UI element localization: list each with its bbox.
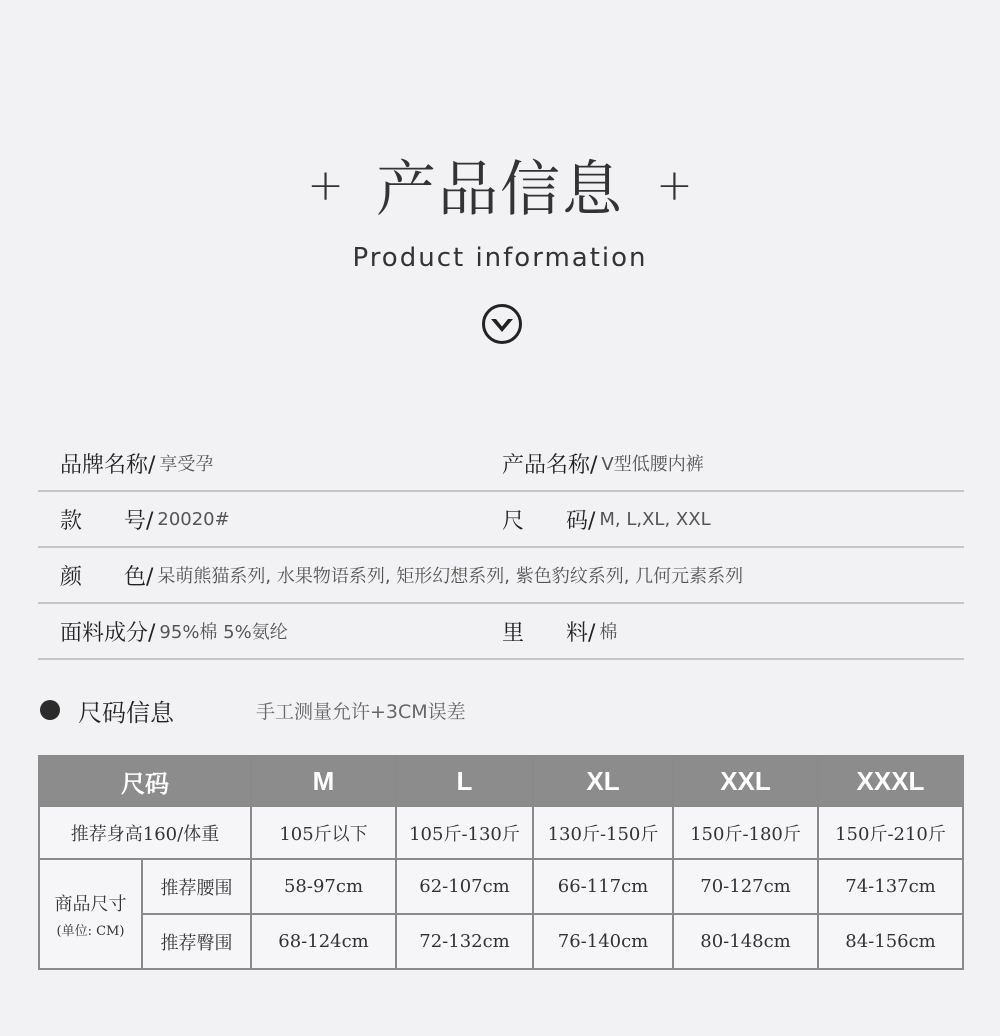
size-header-l: L — [396, 756, 533, 806]
color-label: 颜 色/ — [60, 564, 154, 590]
fabric-cell — [60, 604, 288, 658]
info-row-model — [38, 492, 964, 548]
info-row-color — [38, 548, 964, 604]
waist-label: 推荐腰围 — [142, 859, 251, 914]
brand-value: 享受孕 — [159, 454, 214, 475]
hip-m: 68-124cm — [251, 914, 396, 969]
size-chart-table — [38, 755, 964, 970]
size-header-xxl: XXL — [673, 756, 818, 806]
lining-label: 里 料/ — [502, 620, 596, 646]
size-value: M, L,XL, XXL — [599, 508, 711, 530]
plus-left-decoration: + — [307, 159, 344, 211]
model-value: 20020# — [157, 508, 230, 530]
hip-l: 72-132cm — [396, 914, 533, 969]
size-header-xl: XL — [533, 756, 673, 806]
waist-l: 62-107cm — [396, 859, 533, 914]
model-cell — [60, 492, 230, 546]
size-section-title: 尺码信息 — [78, 698, 174, 727]
page-subtitle: Product information — [352, 243, 648, 273]
hip-label: 推荐臀围 — [142, 914, 251, 969]
product-size-group-cell — [39, 859, 142, 969]
weight-xxxl: 150斤-210斤 — [818, 806, 963, 859]
weight-xl: 130斤-150斤 — [533, 806, 673, 859]
lining-value: 棉 — [599, 622, 618, 643]
waist-m: 58-97cm — [251, 859, 396, 914]
product-size-unit: (单位: CM) — [56, 923, 125, 939]
product-size-group-label: 商品尺寸 — [54, 893, 127, 915]
size-info-section-header — [38, 690, 964, 730]
fabric-label: 面料成分/ — [60, 620, 156, 646]
measurement-note: 手工测量允许+3CM误差 — [256, 700, 466, 723]
color-cell — [60, 548, 743, 602]
plus-right-decoration: + — [656, 159, 693, 211]
weight-m: 105斤以下 — [251, 806, 396, 859]
color-value: 呆萌熊猫系列, 水果物语系列, 矩形幻想系列, 紫色豹纹系列, 几何元素系列 — [157, 566, 744, 587]
size-header-m: M — [251, 756, 396, 806]
model-label: 款 号/ — [60, 508, 154, 534]
bullet-dot-icon — [40, 700, 60, 720]
hip-xxl: 80-148cm — [673, 914, 818, 969]
weight-l: 105斤-130斤 — [396, 806, 533, 859]
size-cell — [502, 492, 711, 546]
waist-xxxl: 74-137cm — [818, 859, 963, 914]
size-header-xxxl: XXXL — [818, 756, 963, 806]
waist-xl: 66-117cm — [533, 859, 673, 914]
lining-cell — [502, 604, 617, 658]
height-weight-label: 推荐身高160/体重 — [39, 806, 251, 859]
size-label: 尺 码/ — [502, 508, 596, 534]
fabric-value: 95%棉 5%氨纶 — [159, 622, 288, 643]
height-weight-row — [39, 806, 963, 859]
product-name-cell — [502, 436, 704, 490]
waist-row — [39, 859, 963, 914]
weight-xxl: 150斤-180斤 — [673, 806, 818, 859]
size-header-row — [39, 756, 963, 806]
brand-cell — [60, 436, 213, 490]
waist-xxl: 70-127cm — [673, 859, 818, 914]
product-name-label: 产品名称/ — [502, 452, 598, 478]
page-title: 产品信息 — [376, 155, 624, 225]
brand-label: 品牌名称/ — [60, 452, 156, 478]
hip-xxxl: 84-156cm — [818, 914, 963, 969]
hip-row — [39, 914, 963, 969]
info-row-brand — [38, 436, 964, 492]
page-header — [0, 150, 1000, 225]
size-header-label: 尺码 — [39, 756, 251, 806]
product-name-value: V型低腰内裤 — [601, 454, 704, 475]
chevron-down-circle-icon — [481, 303, 523, 345]
info-row-fabric — [38, 604, 964, 660]
hip-xl: 76-140cm — [533, 914, 673, 969]
